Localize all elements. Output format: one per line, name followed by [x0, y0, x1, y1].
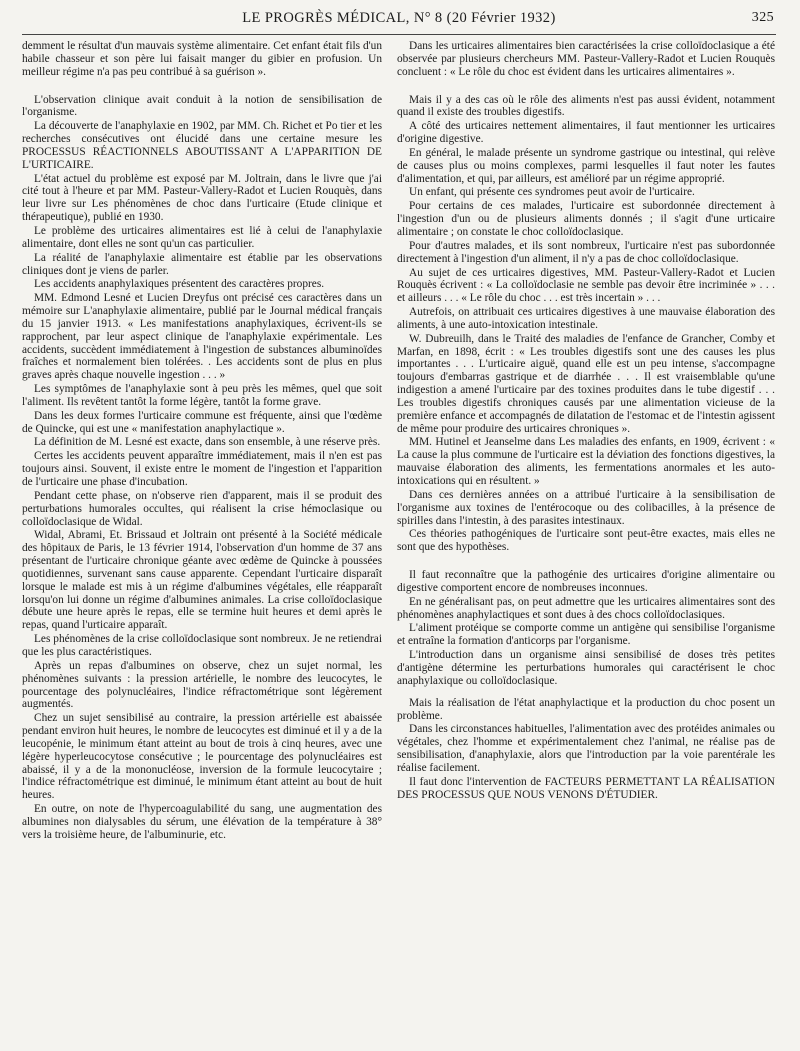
- paragraph: Il faut reconnaître que la pathogénie des urticaires d'origine alimentaire ou digestive comportent encore de nombreuses inconnues.: [397, 569, 775, 594]
- paragraph: En outre, on note de l'hypercoagulabilité du sang, une augmentation des albumines non dialysables du sérum, une élévation de la température à 38° vers la troisième heure, de l'albuminurie, etc.: [22, 803, 382, 841]
- page-number: 325: [751, 10, 774, 25]
- paragraph: Certes les accidents peuvent apparaître immédiatement, mais il n'en est pas toujours ainsi. Souvent, il existe entre le moment de l'ingestion et l'apparition de l'urticaire une phase d'incubation.: [22, 450, 382, 488]
- paragraph: Dans ces dernières années on a attribué l'urticaire à la sensibilisation de l'organisme aux toxines de l'entérocoque ou des colibacilles, à la présence de spirilles dans l'intestin, à des parasites intestinaux.: [397, 488, 775, 527]
- paragraph: demment le résultat d'un mauvais système alimentaire. Cet enfant était fils d'un habile chasseur et son père lui faisait manger du gibier en profusion. Un meilleur régime n'a pas peu contribué à sa guérison ».: [22, 40, 382, 78]
- paragraph: Dans les urticaires alimentaires bien caractérisées la crise colloïdoclasique a été observée par plusieurs chercheurs MM. Pasteur-Vallery-Radot et Lucien Rouquès concluent : « Le rôle du choc est évident dans les urticaires alimentaires ».: [397, 40, 775, 78]
- paragraph: Pendant cette phase, on n'observe rien d'apparent, mais il se produit des perturbations humorales occultes, qui réalisent la crise hémoclasique ou colloïdoclasique de Widal.: [22, 489, 382, 528]
- paragraph: Les phénomènes de la crise colloïdoclasique sont nombreux. Je ne retiendrai que les plus caractéristiques.: [22, 633, 382, 658]
- paragraph: Pour certains de ces malades, l'urticaire est subordonnée directement à l'ingestion d'un ou de plusieurs aliments donnés ; il s'agit d'une urticaire alimentaire ; on constate le choc colloïdoclasique.: [397, 200, 775, 238]
- paragraph: Dans les deux formes l'urticaire commune est fréquente, ainsi que l'œdème de Quincke, qui est une « manifestation anaphylactique ».: [22, 409, 382, 435]
- paragraph: A côté des urticaires nettement alimentaires, il faut mentionner les urticaires d'origine digestive.: [397, 120, 775, 146]
- paragraph: La découverte de l'anaphylaxie en 1902, par MM. Ch. Richet et Po tier et les recherches consécutives ont élucidé dans une certaine mesure les PROCESSUS RÉACTIONNELS ABOUTISSANT A L'APPARITION DE L'URTICAIRE.: [22, 120, 382, 171]
- paragraph: Mais la réalisation de l'état anaphylactique et la production du choc posent un problème.: [397, 696, 775, 722]
- paragraph: Au sujet de ces urticaires digestives, MM. Pasteur-Vallery-Radot et Lucien Rouquès écrivent : « La colloïdoclasie ne semble pas devoir être incriminée » . . . et ailleurs . . . « Le rôle du choc . . . est très incertain » . . .: [397, 266, 775, 305]
- paragraph: W. Dubreuilh, dans le Traité des maladies de l'enfance de Grancher, Comby et Marfan, en 1898, écrit : « Les troubles digestifs sont une des causes les plus importantes . . . L'urticaire aiguë, quand elle est un peu intense, s'accompagne toujours d'embarras gastrique et de diarrhée . . . Il est vraisemblable qu'une indigestion a amené l'urticaire par des toxines produites dans le tube digestif . . . Les troubles digestifs chroniques causés par une alimentation vicieuse de la première enfance et accompagnés de dilatation de l'estomac et de l'intestin agissent de même pour produire des urticaires chroniques ».: [397, 332, 775, 435]
- paragraph: Chez un sujet sensibilisé au contraire, la pression artérielle est abaissée pendant environ huit heures, le nombre de leucocytes est diminué et il y a de la leucopénie, le minimum étant atteint au bout de trois à cinq heures, avec une légère hyperleucocytose consécutive ; le pourcentage des polynucléaires est abaissé, il y a de la mononucléose, inversion de la formule leucocytaire ; l'indice réfractométrique est diminué, le minimum étant atteint au bout de huit heures.: [22, 712, 382, 802]
- paragraph: La définition de M. Lesné est exacte, dans son ensemble, à une réserve près.: [34, 436, 381, 449]
- paragraph: Les symptômes de l'anaphylaxie sont à peu près les mêmes, quel que soit l'aliment. Ils revêtent tantôt la forme légère, tantôt la forme grave.: [22, 383, 382, 408]
- paragraph: Après un repas d'albumines on observe, chez un sujet normal, les phénomènes suivants : la pression artérielle, le nombre des leucocytes, le pourcentage des polynucléaires, l'indice réfractométrique sont légèrement augmentés.: [22, 659, 382, 711]
- paragraph: Widal, Abrami, Et. Brissaud et Joltrain ont présenté à la Société médicale des hôpitaux de Paris, le 13 février 1914, l'observation d'un homme de 37 ans présentant de l'urticaire chronique géante avec œdème de Quincke à poussées quotidiennes, survenant sans cause apparente. Cependant l'urticaire disparaît lorsque le malade est mis à un régime d'albumines végétales, elle réapparaît lorsqu'on lui donne un régime d'albumines animales. La crise colloïdoclasique débute une heure après le repas, elle se termine huit heures et demi après le repas, quand l'urticaire apparaît.: [22, 529, 382, 632]
- paragraph: MM. Edmond Lesné et Lucien Dreyfus ont précisé ces caractères dans un mémoire sur L'anaphylaxie alimentaire, publié par le Journal médical français du 15 janvier 1913. « Les manifestations anaphylaxiques, écrivent-ils se rapprochent, par leur aspect clinique de l'anaphylaxie expérimentale. Les accidents, succèdent immédiatement à l'ingestion de substances albuminoïdes fraîches et normalement bien tolérées. . Les accidents sont de plus en plus graves après chaque nouvelle ingestion . . . »: [22, 292, 382, 382]
- paragraph: Pour d'autres malades, et ils sont nombreux, l'urticaire n'est pas subordonnée directement à l'ingestion d'un aliment, il n'y a pas de choc colloïdoclasique.: [397, 239, 775, 265]
- paragraph: Un enfant, qui présente ces syndromes peut avoir de l'urticaire.: [409, 186, 695, 199]
- paragraph: La réalité de l'anaphylaxie alimentaire est établie par les observations cliniques dont je viens de parler.: [22, 251, 382, 277]
- paragraph: Ces théories pathogéniques de l'urticaire sont peut-être exactes, mais elles ne sont que des hypothèses.: [397, 528, 775, 554]
- paragraph: L'état actuel du problème est exposé par M. Joltrain, dans le livre que j'ai cité tout à l'heure et par MM. Pasteur-Vallery-Radot et Lucien Rouquès, dans leur livre sur Les phénomènes de choc dans l'urticaire (Etude clinique et thérapeutique), publié en 1930.: [22, 172, 382, 224]
- paragraph: L'aliment protéique se comporte comme un antigène qui sensibilise l'organisme et entraîne la formation d'anticorps par l'organisme.: [397, 622, 775, 648]
- paragraph: Autrefois, on attribuait ces urticaires digestives à une mauvaise élaboration des aliments, à une auto-intoxication intestinale.: [397, 306, 775, 331]
- journal-title: LE PROGRÈS MÉDICAL, N° 8 (20 Février 1932): [242, 10, 556, 26]
- paragraph: Les accidents anaphylaxiques présentent des caractères propres.: [34, 278, 325, 291]
- paragraph: L'observation clinique avait conduit à la notion de sensibilisation de l'organisme.: [22, 93, 382, 119]
- header-rule: [22, 34, 776, 35]
- paragraph: MM. Hutinel et Jeanselme dans Les maladies des enfants, en 1909, écrivent : « La cause la plus commune de l'urticaire est la déviation des fonctions digestives, la mauvaise élaboration des aliments, les fermentations anormales et les auto-intoxications qui en résultent. »: [397, 436, 775, 487]
- paragraph: Le problème des urticaires alimentaires est lié à celui de l'anaphylaxie alimentaire, dont elles ne sont qu'un cas particulier.: [22, 224, 382, 250]
- right-column: [397, 40, 775, 1040]
- running-header: [24, 10, 774, 32]
- paragraph: En ne généralisant pas, on peut admettre que les urticaires alimentaires sont des phénomènes anaphylactiques et sont dues à des chocs colloïdoclasiques.: [397, 595, 775, 621]
- paragraph: L'introduction dans un organisme ainsi sensibilisé de doses très petites d'antigène détermine les perturbations humorales qui caractérisent le choc anaphylaxique ou colloïdoclasique.: [397, 649, 775, 687]
- paragraph: Dans les circonstances habituelles, l'alimentation avec des protéides animales ou végétales, chez l'homme et expérimentalement chez l'animal, ne réalise pas de sensibilisation, d'anaphylaxie, alors que l'introduction par la voie parentérale les réalise facilement.: [397, 723, 775, 774]
- paragraph: En général, le malade présente un syndrome gastrique ou intestinal, qui relève de causes plus ou moins complexes, parmi lesquelles il faut noter les fautes d'alimentation, et qui, par ailleurs, est amélioré par un régime approprié.: [397, 146, 775, 185]
- paragraph: Mais il y a des cas où le rôle des aliments n'est pas aussi évident, notamment quand il existe des troubles digestifs.: [397, 93, 775, 119]
- left-column: [22, 40, 382, 1040]
- paragraph: Il faut donc l'intervention de FACTEURS PERMETTANT LA RÉALISATION DES PROCESSUS QUE NOUS VENONS D'ÉTUDIER.: [397, 775, 775, 801]
